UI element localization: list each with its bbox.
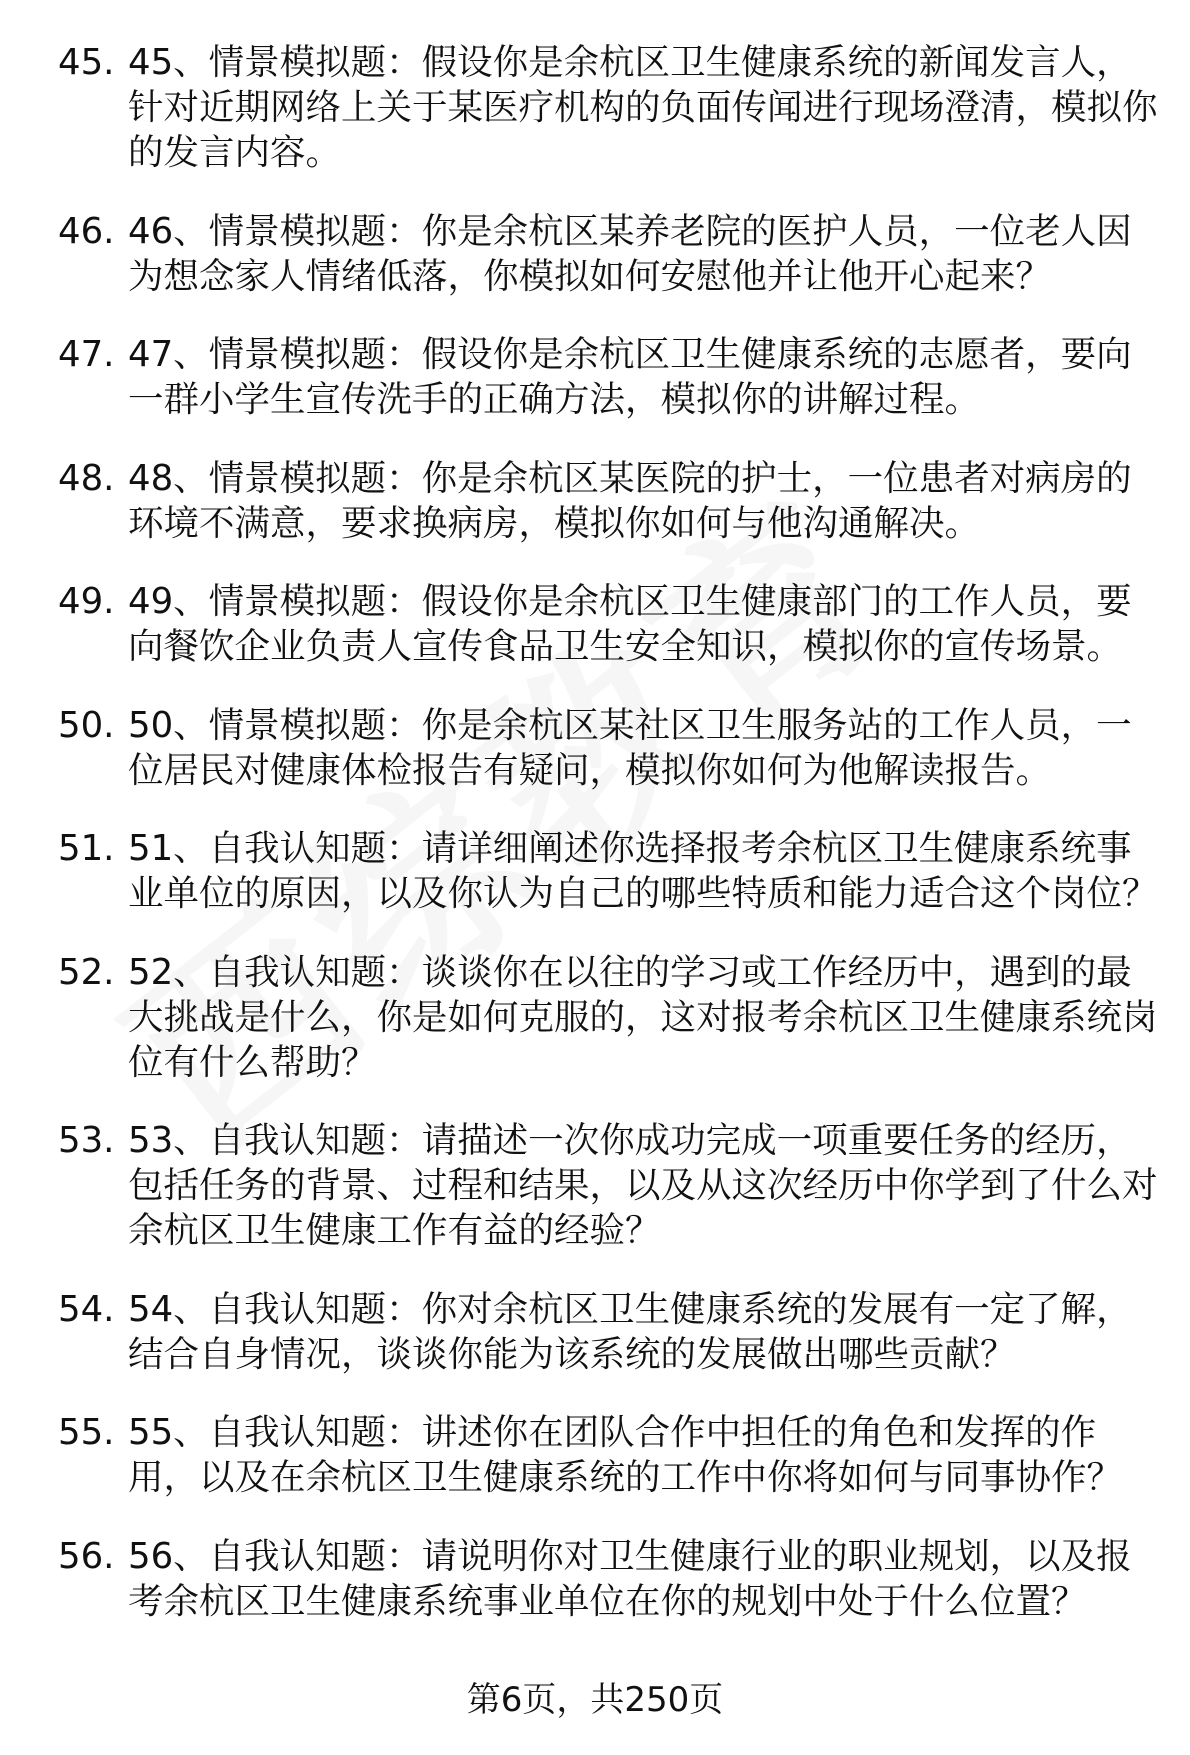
item-text: 46、情景模拟题：你是余杭区某养老院的医护人员，一位老人因为想念家人情绪低落，你模拟如何安慰他并让他开心起来？ <box>128 210 1132 297</box>
question-list <box>58 40 1158 1657</box>
item-number: 46. <box>58 210 115 252</box>
item-text: 53、自我认知题：请描述一次你成功完成一项重要任务的经历，包括任务的背景、过程和结果，以及从这次经历中你学到了什么对余杭区卫生健康工作有益的经验？ <box>128 1120 1158 1251</box>
item-number: 48. <box>58 457 115 499</box>
list-item <box>58 1287 1158 1377</box>
item-text: 49、情景模拟题：假设你是余杭区卫生健康部门的工作人员，要向餐饮企业负责人宣传食品卫生安全知识，模拟你的宣传场景。 <box>128 581 1132 667</box>
list-item <box>58 1118 1158 1253</box>
list-item <box>58 332 1158 422</box>
item-text: 45、情景模拟题：假设你是余杭区卫生健康系统的新闻发言人，针对近期网络上关于某医疗机构的负面传闻进行现场澄清，模拟你的发言内容。 <box>128 42 1158 173</box>
item-text: 54、自我认知题：你对余杭区卫生健康系统的发展有一定了解，结合自身情况，谈谈你能为该系统的发展做出哪些贡献？ <box>128 1288 1132 1375</box>
item-number: 53. <box>58 1120 115 1161</box>
item-text: 48、情景模拟题：你是余杭区某医院的护士，一位患者对病房的环境不满意，要求换病房，模拟你如何与他沟通解决。 <box>128 457 1132 544</box>
list-item <box>58 950 1158 1085</box>
item-text: 55、自我认知题：讲述你在团队合作中担任的角色和发挥的作用，以及在余杭区卫生健康系统的工作中你将如何与同事协作？ <box>128 1412 1123 1498</box>
item-text: 47、情景模拟题：假设你是余杭区卫生健康系统的志愿者，要向一群小学生宣传洗手的正确方法，模拟你的讲解过程。 <box>128 334 1132 420</box>
item-text: 51、自我认知题：请详细阐述你选择报考余杭区卫生健康系统事业单位的原因，以及你认为自己的哪些特质和能力适合这个岗位？ <box>128 828 1158 914</box>
item-number: 56. <box>58 1535 115 1577</box>
item-text: 50、情景模拟题：你是余杭区某社区卫生服务站的工作人员，一位居民对健康体检报告有疑问，模拟你如何为他解读报告。 <box>128 704 1132 791</box>
list-item <box>58 579 1158 669</box>
list-item <box>58 1534 1158 1624</box>
item-text: 52、自我认知题：谈谈你在以往的学习或工作经历中，遇到的最大挑战是什么，你是如何克服的，这对报考余杭区卫生健康系统岗位有什么帮助？ <box>128 951 1158 1083</box>
item-number: 54. <box>58 1288 115 1330</box>
page-footer: 第6页，共250页 <box>466 1680 724 1720</box>
list-item <box>58 703 1158 793</box>
item-number: 52. <box>58 951 115 993</box>
item-number: 51. <box>58 828 115 869</box>
list-item <box>58 1410 1158 1500</box>
item-number: 45. <box>58 42 115 83</box>
item-number: 55. <box>58 1412 115 1453</box>
item-text: 56、自我认知题：请说明你对卫生健康行业的职业规划，以及报考余杭区卫生健康系统事业单位在你的规划中处于什么位置？ <box>128 1535 1132 1622</box>
item-number: 49. <box>58 581 115 622</box>
list-item <box>58 826 1158 916</box>
list-item <box>58 209 1158 299</box>
item-number: 47. <box>58 334 115 375</box>
list-item <box>58 40 1158 175</box>
list-item <box>58 456 1158 546</box>
item-number: 50. <box>58 704 115 746</box>
